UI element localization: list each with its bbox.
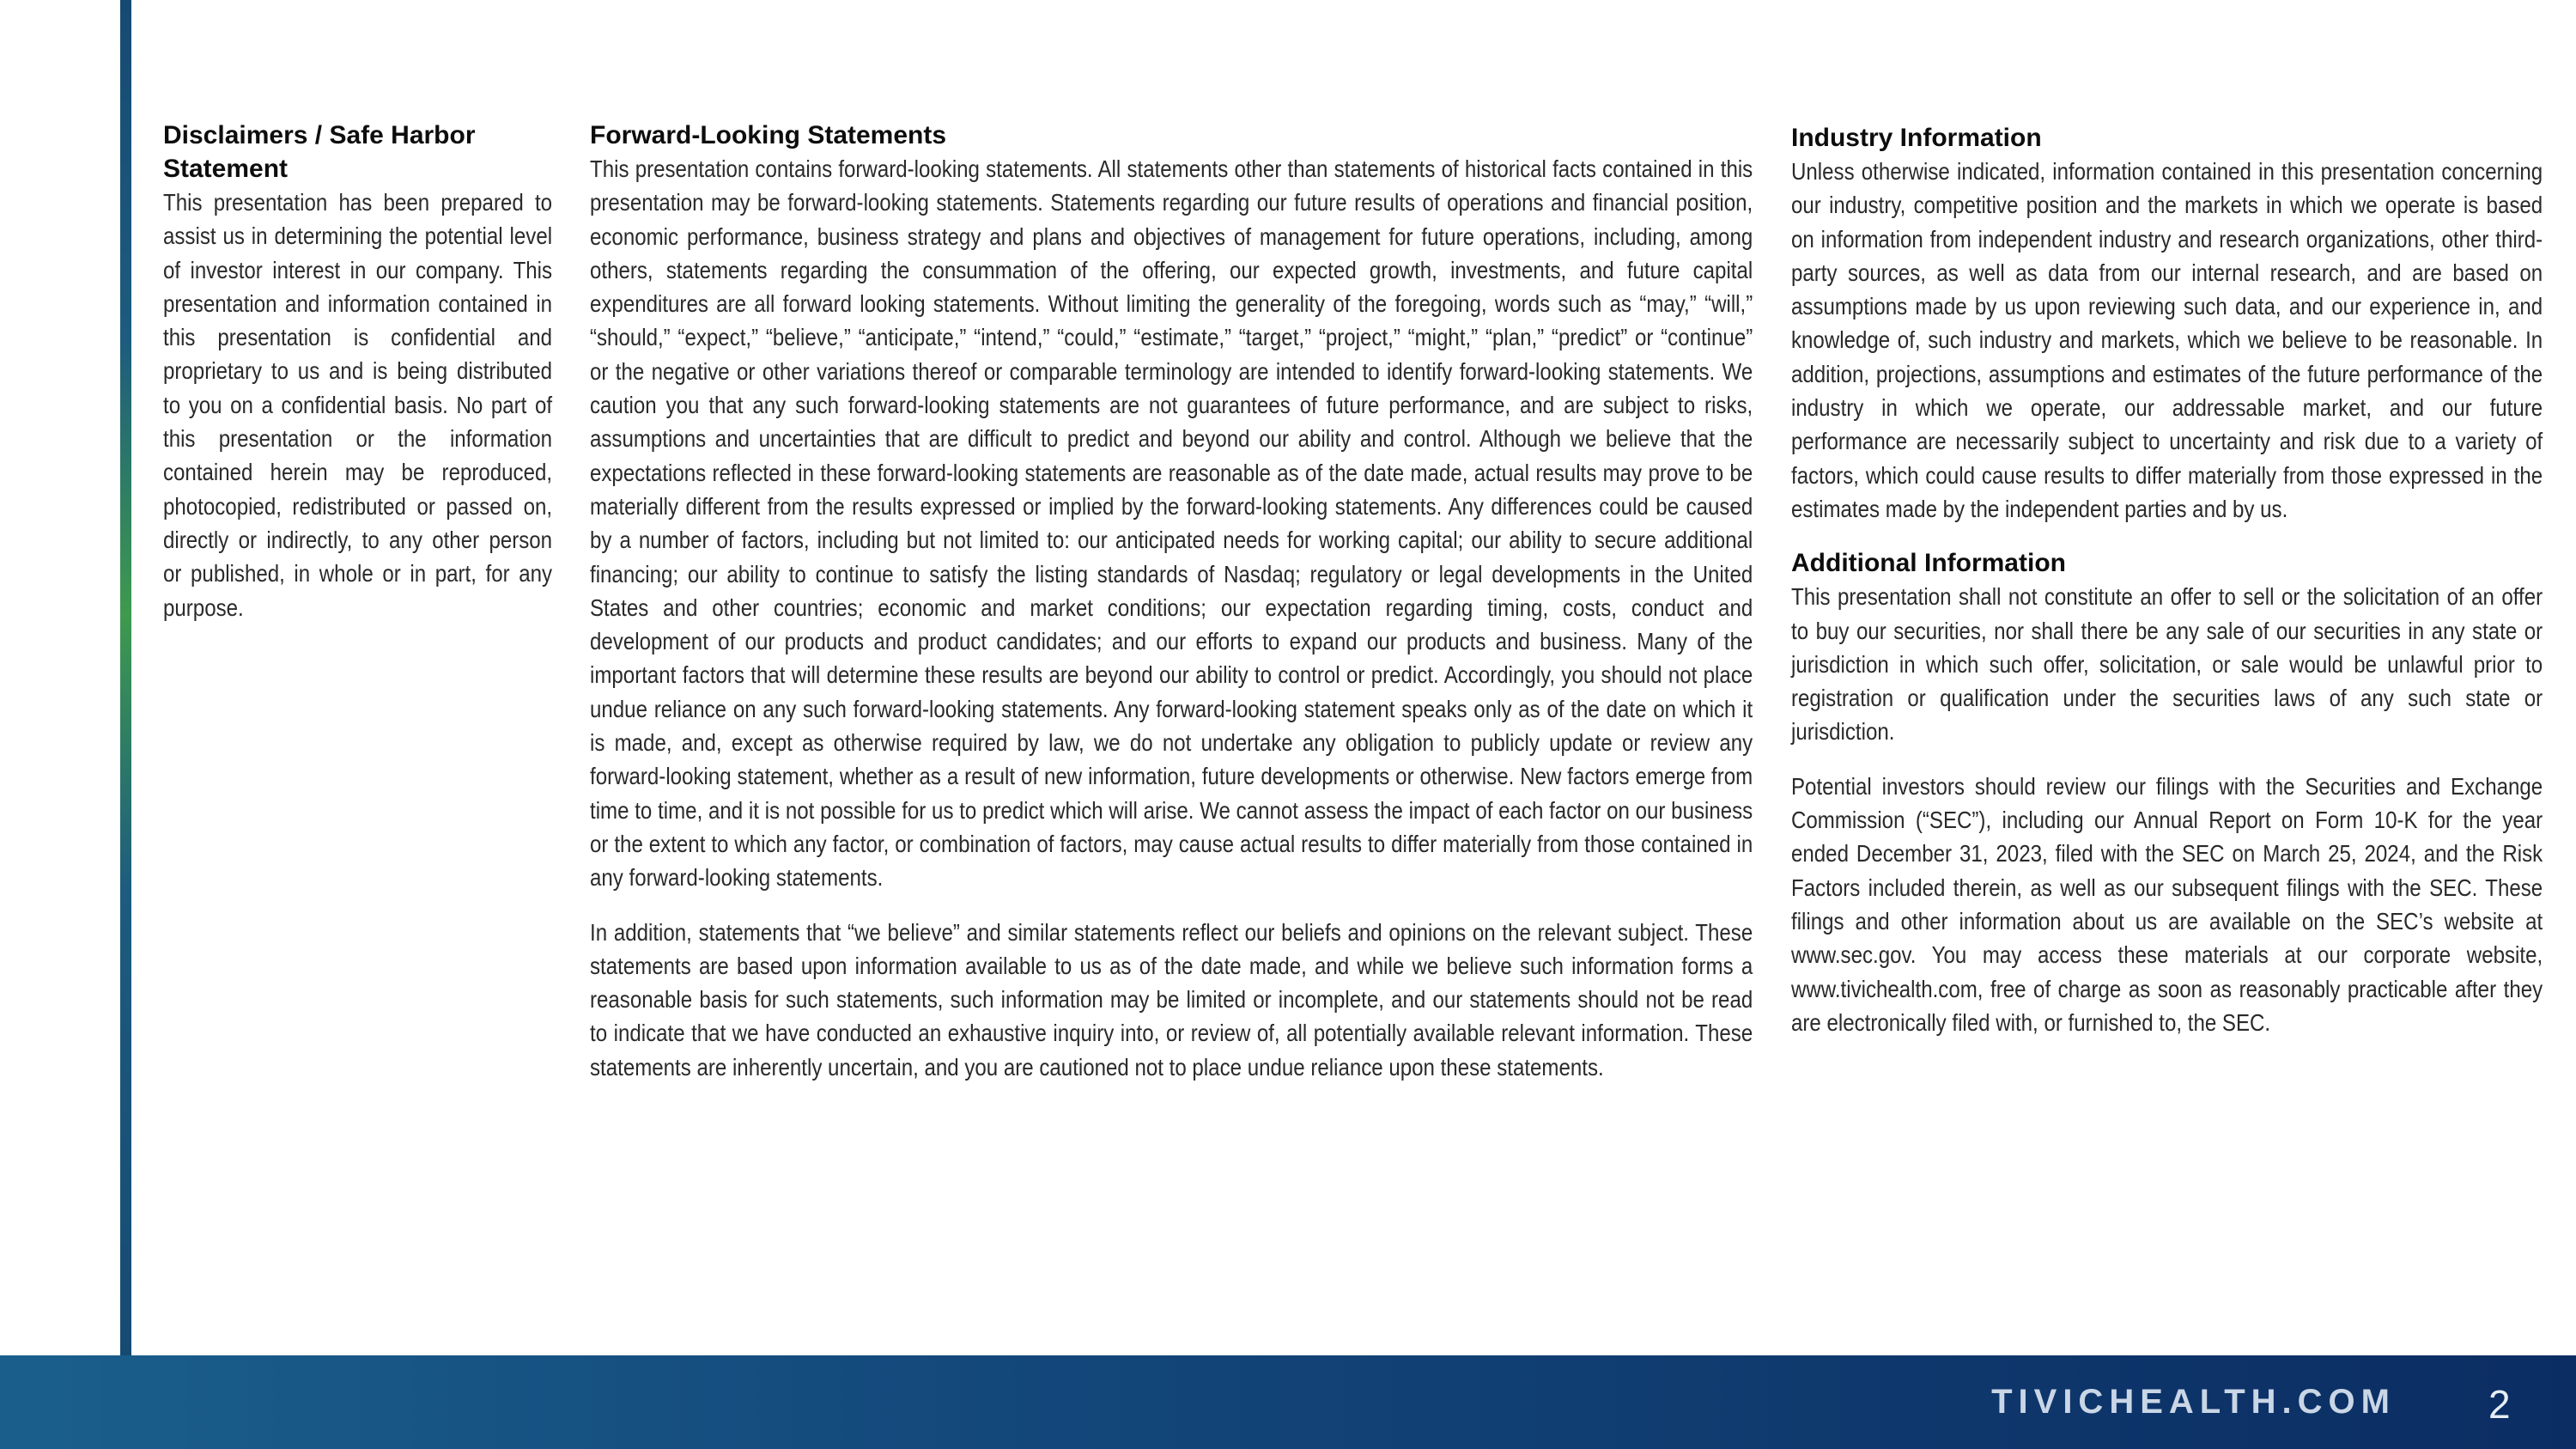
accent-bar bbox=[120, 0, 131, 1366]
forward-looking-section bbox=[590, 119, 1753, 1084]
additional-paragraph-1: This presentation shall not constitute an offer to sell or the solicitation of an offer to buy our securities, nor shall there be any sale of our securities in any state or jurisdiction in which such offer, solicitation, or sale would be unlawful prior to registration or qualification under the securities laws of any such state or jurisdiction. bbox=[1791, 583, 2543, 746]
disclaimers-body: This presentation has been prepared to assist us in determining the potential level of investor interest in our company. This presentation and information contained in this presentation is confidential and proprietary to us and is being distributed to you on a confidential basis. No part of this presentation or the information contained herein may be reproduced, photocopied, redistributed or passed on, directly or indirectly, to any other person or published, in whole or in part, for any purpose. bbox=[163, 189, 553, 621]
industry-body: Unless otherwise indicated, information contained in this presentation concerning our industry, competitive position and the markets in which we operate is based on information from independent industry and research organizations, other third-party sources, as well as data from our internal research, and are based on assumptions made by us upon reviewing such data, and our experience in, and knowledge of, such industry and markets, which we believe to be reasonable. In addition, projections, assumptions and estimates of the future performance of the industry in which we operate, our addressable market, and our future performance are necessarily subject to uncertainty and risk due to a variety of factors, which could cause results to differ materially from those expressed in the estimates made by the independent parties and by us. bbox=[1791, 158, 2543, 522]
forward-looking-paragraph-2: In addition, statements that “we believe” and similar statements reflect our beliefs and opinions on the relevant subject. These statements are based upon information available to us as of the date made, and while we believe such information forms a reasonable basis for such statements, such information may be limited or incomplete, and our statements should not be read to indicate that we have conducted an exhaustive inquiry into, or review of, all potentially available relevant information. These statements are inherently uncertain, and you are cautioned not to place undue reliance upon these statements. bbox=[590, 918, 1753, 1081]
forward-looking-paragraph-1: This presentation contains forward-looking statements. All statements other than statements of historical facts contained in this presentation may be forward-looking statements. Statements regarding our future results of operations and financial position, economic performance, business strategy and plans and objectives of management for future operations, including, among others, statements regarding the consummation of the offering, our expected growth, investments, and future capital expenditures are all forward looking statements. Without limiting the generality of the foregoing, words such as “may,” “will,” “should,” “expect,” “believe,” “anticipate,” “intend,” “could,” “estimate,” “target,” “project,” “might,” “plan,” “predict” or “continue” or the negative or other variations thereof or comparable terminology are intended to identify forward-looking statements. We caution you that any such forward-looking statements are not guarantees of future performance, and are subject to risks, assumptions and uncertainties that are difficult to predict and beyond our ability and control. Although we believe that the expectations reflected in these forward-looking statements are reasonable as of the date made, actual results may prove to be materially different from the results expressed or implied by the forward-looking statements. Any differences could be caused by a number of factors, including but not limited to: our anticipated needs for working capital; our ability to secure additional financing; our ability to continue to satisfy the listing standards of Nasdaq; regulatory or legal developments in the United States and other countries; economic and market conditions; our expectation regarding timing, costs, conduct and development of our products and product candidates; and our efforts to expand our products and business. Many of the important factors that will determine these results are beyond our ability to control or predict. Accordingly, you should not place undue reliance on any such forward-looking statements. Any forward-looking statement speaks only as of the date on which it is made, and, except as otherwise required by law, we do not undertake any obligation to publicly update or review any forward-looking statement, whether as a result of new information, future developments or otherwise. New factors emerge from time to time, and it is not possible for us to predict which will arise. We cannot assess the impact of each factor on our business or the extent to which any factor, or combination of factors, may cause actual results to differ materially from those contained in any forward-looking statements. bbox=[590, 155, 1753, 892]
page-number: 2 bbox=[2488, 1382, 2511, 1427]
forward-looking-heading: Forward-Looking Statements bbox=[590, 121, 947, 149]
disclaimers-heading: Disclaimers / Safe Harbor Statement bbox=[163, 121, 476, 183]
footer-website-link[interactable]: TIVICHEALTH.COM bbox=[1991, 1383, 2396, 1421]
additional-heading: Additional Information bbox=[1791, 549, 2066, 578]
footer-bar bbox=[0, 1355, 2576, 1449]
industry-heading: Industry Information bbox=[1791, 124, 2042, 152]
additional-paragraph-2: Potential investors should review our filings with the Securities and Exchange Commission (“SEC”), including our Annual Report on Form 10-K for the year ended December 31, 2023, filed with the SEC on March 25, 2024, and the Risk Factors included therein, as well as our subsequent filings with the SEC. These filings and other information about us are available on the SEC’s website at www.sec.gov. You may access these materials at our corporate website, www.tivichealth.com, free of charge as soon as reasonably practicable after they are electronically filed with, or furnished to, the SEC. bbox=[1791, 772, 2543, 1036]
disclaimers-section bbox=[163, 119, 552, 624]
industry-additional-section bbox=[1791, 121, 2543, 1039]
